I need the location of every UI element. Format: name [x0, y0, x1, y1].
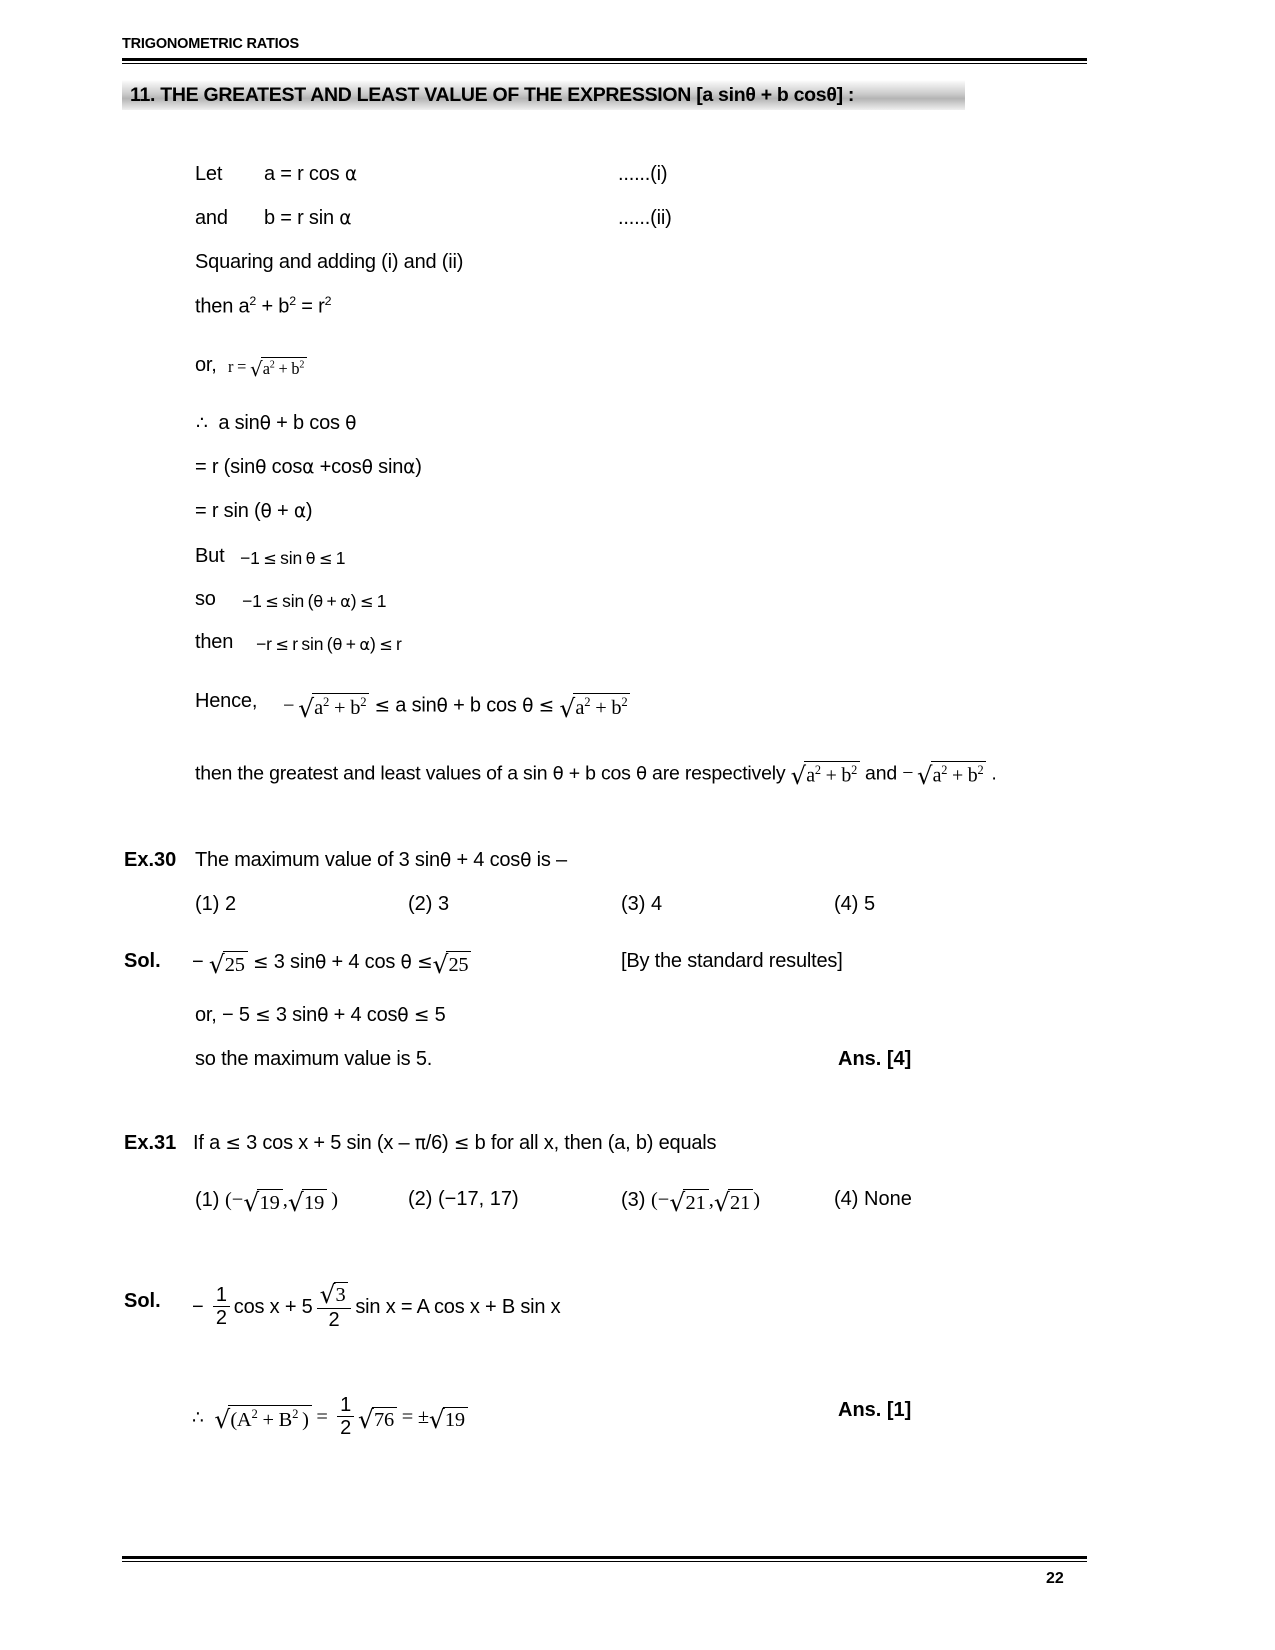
- ex30-option-1[interactable]: [195, 893, 236, 916]
- then-a2b2-line: then $a^2 + b^2 = r^2$: [195, 294, 332, 318]
- ex30-answer: Ans. [4]: [838, 1048, 912, 1070]
- ex31-sol-line1: − $\frac{1}{2}$ cos x + 5 $\frac{√3}{2}$ sin x = A cos x + B sin x: [192, 1280, 561, 1332]
- ex30-option-1-text: 2: [225, 893, 237, 915]
- ex31-option-1[interactable]: [195, 1188, 338, 1217]
- page-number: 22: [1046, 1570, 1064, 1587]
- ex31-answer: Ans. [1]: [838, 1399, 912, 1421]
- ex31-label: Ex.31: [124, 1132, 177, 1154]
- ex31-option-1-marker: (1): [195, 1189, 220, 1212]
- greatest-least-summary: then the greatest and least values of a sin θ + b cos θ are respectively $√a^2 + b^2$ and − $√a^2 + b^2$ .: [195, 761, 997, 791]
- ex31-option-2-marker: (2): [408, 1188, 433, 1210]
- ex30-option-2-marker: (2): [408, 893, 433, 915]
- but-label: But: [195, 545, 225, 567]
- so-label: so: [195, 588, 216, 610]
- section-heading: [130, 84, 854, 107]
- eq-ref-i: ......(i): [618, 163, 668, 185]
- ex31-option-2[interactable]: [408, 1188, 519, 1211]
- ex30-option-2-text: 3: [438, 893, 450, 915]
- footer-rule-thick: [122, 1556, 1087, 1559]
- and-label: and: [195, 207, 228, 229]
- section-title: THE GREATEST AND LEAST VALUE OF THE EXPRESSION: [160, 84, 692, 106]
- ex31-sol-label: Sol.: [124, 1290, 161, 1312]
- ex30-option-4-text: 5: [864, 893, 876, 915]
- then-label: then: [195, 631, 234, 653]
- or-r-label: or,: [195, 354, 217, 376]
- ex30-option-3-text: 4: [651, 893, 663, 915]
- ex30-question: The maximum value of 3 sinθ + 4 cosθ is –: [195, 849, 567, 871]
- therefore-line: ∴ a sinθ + b cos θ: [196, 412, 357, 434]
- running-head: TRIGONOMETRIC RATIOS: [122, 36, 299, 52]
- ex30-sol-note: [By the standard resultes]: [621, 950, 843, 972]
- ex30-option-4[interactable]: [834, 893, 875, 916]
- but-inequality: −1 ≤ sin θ ≤ 1: [240, 548, 346, 568]
- then-inequality: −r ≤ r sin (θ + α) ≤ r: [256, 634, 402, 654]
- ex30-option-2[interactable]: [408, 893, 449, 916]
- ex30-option-3-marker: (3): [621, 893, 646, 915]
- ex31-option-4-text: None: [864, 1188, 912, 1210]
- ex31-option-3-marker: (3): [621, 1189, 646, 1212]
- ex30-sol-line2: or, − 5 ≤ 3 sinθ + 4 cosθ ≤ 5: [195, 1004, 446, 1026]
- ex31-option-3[interactable]: [621, 1188, 760, 1217]
- so-inequality: −1 ≤ sin (θ + α) ≤ 1: [242, 591, 387, 611]
- ex30-sol-line3: so the maximum value is 5.: [195, 1048, 433, 1070]
- ex30-sol-line1: − √25 ≤ 3 sinθ + 4 cos θ ≤√25: [192, 950, 471, 979]
- ex31-option-4-marker: (4): [834, 1188, 859, 1210]
- and-equation: b = r sin α: [264, 207, 352, 229]
- eq-ref-ii: ......(ii): [618, 207, 672, 229]
- ex31-option-1-text: (−√19 ,√19 ): [225, 1188, 339, 1217]
- hence-label: Hence,: [195, 690, 258, 712]
- section-expression: [a sinθ + b cosθ] :: [696, 84, 855, 106]
- ex31-option-3-text: (−√21 ,√21 ): [651, 1188, 760, 1217]
- section-number: 11.: [130, 84, 156, 106]
- ex31-question: If a ≤ 3 cos x + 5 sin (x – π/6) ≤ b for all x, then (a, b) equals: [193, 1132, 717, 1154]
- ex30-sol-label: Sol.: [124, 950, 161, 972]
- rsin-line: = r sin (θ + α): [195, 500, 313, 522]
- ex30-label: Ex.30: [124, 849, 177, 871]
- ex31-option-4[interactable]: [834, 1188, 912, 1211]
- hence-inequality: − $√a^2 + b^2 \le a$ sinθ + b $\cos \theta \le √a^2 + b^2$: [283, 693, 630, 723]
- header-rule-thick: [122, 58, 1087, 61]
- ex31-sol-line2: ∴ $√(A^2 + B^2$ ) = $\frac{1}{2}$ √76 = ±√19: [192, 1396, 468, 1440]
- ex30-option-3[interactable]: [621, 893, 662, 916]
- ex30-option-4-marker: (4): [834, 893, 859, 915]
- ex31-option-2-text: (−17, 17): [438, 1188, 519, 1210]
- ex30-option-1-marker: (1): [195, 893, 220, 915]
- expand-line: = r (sinθ cosα +cosθ sinα): [195, 456, 422, 478]
- header-rule-thin: [122, 63, 1087, 64]
- or-r-equation: $r = √a^2 + b^2$: [228, 357, 307, 381]
- let-equation: a = r cos α: [264, 163, 357, 185]
- footer-rule-thin: [122, 1561, 1087, 1562]
- let-label: Let: [195, 163, 223, 185]
- squaring-line: Squaring and adding (i) and (ii): [195, 251, 464, 273]
